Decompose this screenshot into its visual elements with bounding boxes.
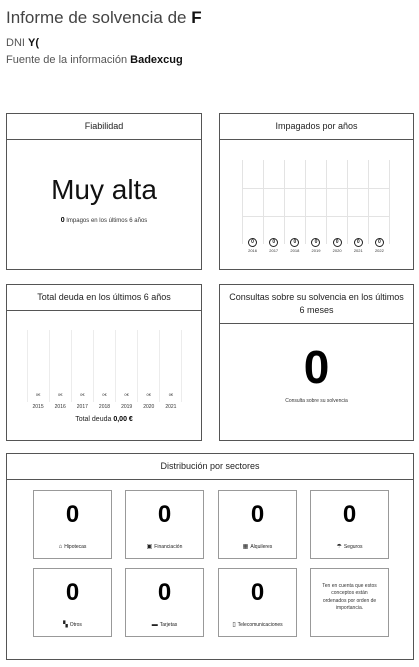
distribucion-title: Distribución por sectores bbox=[7, 454, 413, 480]
impagados-year-label: 2022 bbox=[374, 248, 384, 253]
home-icon: ⌂ bbox=[58, 544, 63, 550]
sector-alquileres bbox=[218, 490, 297, 559]
impagados-year-label: 2016 bbox=[248, 248, 258, 253]
count-circle-icon: 0 bbox=[248, 238, 257, 247]
deuda-value-label: 0€ bbox=[168, 392, 174, 397]
count-circle-icon: 0 bbox=[290, 238, 299, 247]
deuda-year-label: 2019 bbox=[121, 404, 133, 410]
impagados-title: Impagados por años bbox=[220, 114, 413, 140]
count-circle-icon: 0 bbox=[269, 238, 278, 247]
dni-value: Y( bbox=[28, 37, 39, 49]
sector-tarjetas bbox=[125, 568, 204, 637]
impagos-summary: 0 Impagos en los últimos 6 años bbox=[60, 217, 148, 224]
deuda-total: Total deuda 0,00 € bbox=[75, 416, 133, 423]
impagados-year-label: 2017 bbox=[269, 248, 279, 253]
sector-label-wrap bbox=[34, 622, 111, 628]
sector-value: 0 bbox=[65, 501, 80, 528]
impagados-icon-cell bbox=[263, 238, 284, 247]
money-icon: ▣ bbox=[146, 544, 153, 550]
sector-hipotecas bbox=[33, 490, 112, 559]
sector-label: Hipotecas bbox=[64, 544, 87, 550]
deuda-card bbox=[6, 284, 202, 441]
impagados-chart bbox=[242, 160, 390, 244]
count-circle-icon: 0 bbox=[333, 238, 342, 247]
consultas-subtitle: Consulta sobre su solvencia bbox=[285, 398, 348, 404]
impagados-bar bbox=[347, 160, 368, 244]
sector-telecomunicaciones bbox=[218, 568, 297, 637]
deuda-value-label: 0€ bbox=[57, 392, 63, 397]
person-name: F bbox=[191, 8, 202, 27]
deuda-year-label: 2016 bbox=[54, 404, 66, 410]
sector-value: 0 bbox=[250, 579, 265, 606]
deuda-year-label: 2018 bbox=[98, 404, 111, 410]
sector-label: Tarjetas bbox=[159, 622, 178, 628]
impagados-icons bbox=[242, 238, 390, 247]
distribucion-card bbox=[6, 453, 414, 660]
umbrella-icon: ☂ bbox=[336, 544, 342, 550]
deuda-value-label: 0€ bbox=[80, 392, 85, 397]
dni-line: DNI Y( bbox=[6, 37, 39, 49]
source-value: Badexcug bbox=[130, 54, 183, 66]
sector-seguros bbox=[310, 490, 389, 559]
sector-label-wrap bbox=[219, 544, 296, 550]
fiabilidad-value: Muy alta bbox=[51, 174, 157, 205]
sector-otros bbox=[33, 568, 112, 637]
impagados-bar bbox=[284, 160, 305, 244]
deuda-years bbox=[27, 404, 182, 410]
deuda-value-label: 0€ bbox=[146, 392, 151, 397]
impagados-bar bbox=[242, 160, 263, 244]
consultas-card bbox=[219, 284, 414, 441]
sector-value: 0 bbox=[65, 579, 80, 606]
count-circle-icon: 0 bbox=[311, 238, 320, 247]
count-circle-icon: 0 bbox=[354, 238, 363, 247]
phone-icon: ▯ bbox=[232, 622, 236, 628]
impagados-year-label: 2020 bbox=[332, 248, 342, 253]
page-title: Informe de solvencia de F bbox=[6, 8, 202, 27]
building-icon: ▦ bbox=[242, 544, 249, 550]
deuda-year-label: 2015 bbox=[32, 404, 44, 410]
deuda-year-label: 2017 bbox=[76, 404, 88, 410]
impagos-count: 0 bbox=[60, 217, 65, 224]
impagados-icon-cell bbox=[284, 238, 305, 247]
impagados-card bbox=[219, 113, 414, 270]
sector-label: Seguros bbox=[343, 544, 363, 550]
impagados-year-label: 2021 bbox=[353, 248, 363, 253]
fiabilidad-title: Fiabilidad bbox=[7, 114, 201, 140]
deuda-title: Total deuda en los últimos 6 años bbox=[7, 285, 201, 311]
consultas-title: Consultas sobre su solvencia en los últimos 6 meses bbox=[220, 285, 413, 324]
sector-label-wrap bbox=[219, 622, 296, 628]
source-line: Fuente de la información Badexcug bbox=[6, 54, 183, 66]
deuda-total-value: 0,00 € bbox=[113, 416, 133, 423]
impagados-icon-cell bbox=[305, 238, 326, 247]
impagados-years bbox=[242, 248, 390, 253]
impagados-bar bbox=[326, 160, 347, 244]
sector-label-wrap bbox=[126, 544, 203, 550]
impagados-icon-cell bbox=[369, 238, 390, 247]
sector-label: Alquileres bbox=[250, 544, 273, 550]
sector-note: Ten en cuenta que estos conceptos están ordenados por orden de importancia. bbox=[322, 583, 377, 611]
consultas-value: 0 bbox=[303, 341, 330, 393]
grid-icon: ▚ bbox=[63, 622, 68, 628]
sector-value: 0 bbox=[342, 501, 357, 528]
sector-label: Telecomunicaciones bbox=[237, 622, 283, 628]
impagados-bar bbox=[305, 160, 326, 244]
sector-note-tile bbox=[310, 568, 389, 637]
sector-label: Financiación bbox=[154, 544, 183, 550]
sector-label-wrap bbox=[126, 622, 203, 628]
sector-financiacion bbox=[125, 490, 204, 559]
impagados-year-label: 2019 bbox=[311, 248, 321, 253]
deuda-year-label: 2020 bbox=[143, 404, 155, 410]
deuda-value-label: 0€ bbox=[124, 392, 129, 397]
impagados-bar bbox=[368, 160, 390, 244]
deuda-value-label: 0€ bbox=[102, 392, 107, 397]
card-icon: ▬ bbox=[151, 622, 158, 628]
count-circle-icon: 0 bbox=[375, 238, 384, 247]
deuda-year-label: 2021 bbox=[165, 404, 177, 410]
sector-label-wrap bbox=[311, 544, 388, 550]
impagados-icon-cell bbox=[348, 238, 369, 247]
impagados-icon-cell bbox=[242, 238, 263, 247]
sector-value: 0 bbox=[157, 579, 172, 606]
sector-label: Otros bbox=[69, 622, 82, 628]
sector-value: 0 bbox=[157, 501, 172, 528]
impagados-year-label: 2018 bbox=[290, 248, 300, 253]
impagados-icon-cell bbox=[327, 238, 348, 247]
sector-label-wrap bbox=[34, 544, 111, 550]
fiabilidad-card bbox=[6, 113, 202, 270]
deuda-value-labels bbox=[27, 392, 182, 397]
sector-value: 0 bbox=[250, 501, 265, 528]
impagados-bar bbox=[263, 160, 284, 244]
deuda-value-label: 0€ bbox=[35, 392, 41, 397]
